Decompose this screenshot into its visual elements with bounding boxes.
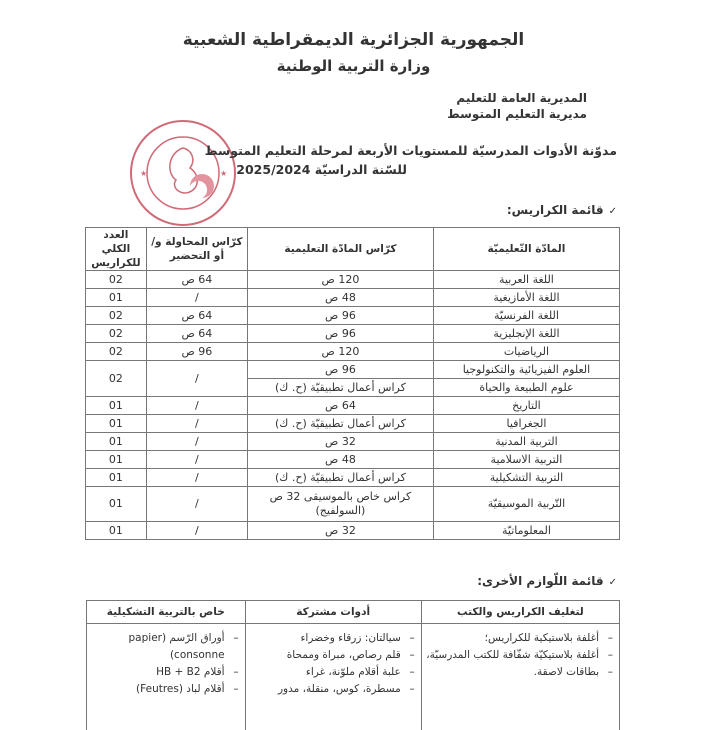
list-item: – أقلام لباد (Feutres) [91, 681, 239, 698]
cell-draft: / [146, 469, 247, 487]
list-item: – أقلام HB + B2 [91, 664, 239, 681]
cell-total: 01 [86, 289, 147, 307]
header-total: العدد الكلي للكراريس [86, 228, 147, 271]
cell-draft: 64 ص [146, 325, 247, 343]
cell-subject: التربية التشكيلية [433, 469, 619, 487]
table-row [86, 433, 620, 451]
header-covers: لتغليف الكراريس والكتب [421, 601, 619, 624]
art-cell [87, 624, 246, 730]
table-row [86, 397, 620, 415]
list-item: – قلم رصاص، مبراة وممحاة [250, 647, 415, 664]
cell-total: 02 [86, 307, 147, 325]
table-header-row [87, 601, 620, 624]
cell-total: 02 [86, 271, 147, 289]
cell-notebook: 96 ص [247, 361, 433, 379]
supplies-section-heading [477, 574, 617, 588]
cell-notebook: 120 ص [247, 271, 433, 289]
list-item: – بطاقات لاصقة. [426, 664, 613, 681]
notebooks-section-heading [507, 203, 617, 217]
cell-notebook: 32 ص [247, 522, 433, 540]
table-row [86, 343, 620, 361]
cell-subject: اللغة الإنجليزية [433, 325, 619, 343]
cell-total: 01 [86, 522, 147, 540]
cell-total: 02 [86, 343, 147, 361]
cell-total: 01 [86, 451, 147, 469]
cell-subject: اللغة الأمازيغية [433, 289, 619, 307]
svg-text:★: ★ [140, 169, 147, 178]
cell-draft: / [146, 522, 247, 540]
cell-total: 01 [86, 469, 147, 487]
cell-total: 02 [86, 325, 147, 343]
official-stamp-icon [128, 118, 238, 228]
cell-total: 01 [86, 397, 147, 415]
table-row [86, 307, 620, 325]
cell-draft: / [146, 397, 247, 415]
list-item: – أغلفة بلاستيكيّة شفّافة للكتب المدرسيّة، [426, 647, 613, 664]
notebooks-section-label: قائمة الكراريس: [507, 203, 604, 217]
cell-notebook: 64 ص [247, 397, 433, 415]
table-row [86, 487, 620, 522]
check-icon: ✓ [609, 577, 617, 588]
covers-list [426, 630, 613, 681]
cell-draft: 96 ص [146, 343, 247, 361]
cell-draft: / [146, 415, 247, 433]
check-icon: ✓ [609, 206, 617, 217]
cell-notebook: 96 ص [247, 307, 433, 325]
cell-notebook: كراس خاص بالموسيقى 32 ص (السولفيج) [247, 487, 433, 522]
ministry-heading: وزارة التربية الوطنية [0, 57, 707, 75]
table-row [87, 624, 620, 730]
header-art: خاص بالتربية التشكيلية [87, 601, 246, 624]
list-item: – أغلفة بلاستيكية للكراريس؛ [426, 630, 613, 647]
table-row [86, 451, 620, 469]
cell-subject: علوم الطبيعة والحياة [433, 379, 619, 397]
table-row [86, 469, 620, 487]
cell-subject: الرياضيات [433, 343, 619, 361]
document-title: مدوّنة الأدوات المدرسيّة للمستويات الأربعة لمرحلة التعليم المتوسط [205, 143, 617, 158]
cell-subject: الجغرافيا [433, 415, 619, 433]
cell-notebook: 120 ص [247, 343, 433, 361]
cell-draft: / [146, 451, 247, 469]
cell-subject: اللغة الفرنسيّة [433, 307, 619, 325]
list-item: – علبة أقلام ملوّنة، غراء [250, 664, 415, 681]
header-shared: أدوات مشتركة [245, 601, 421, 624]
supplies-section-label: قائمة اللّوازم الأخرى: [477, 574, 603, 588]
cell-draft: 64 ص [146, 271, 247, 289]
table-row [86, 415, 620, 433]
covers-cell [421, 624, 619, 730]
cell-subject: التربية المدنية [433, 433, 619, 451]
cell-notebook: 32 ص [247, 433, 433, 451]
cell-total: 01 [86, 487, 147, 522]
cell-subject: العلوم الفيزيائية والتكنولوجيا [433, 361, 619, 379]
cell-subject: اللغة العربية [433, 271, 619, 289]
shared-list [250, 630, 415, 698]
header-draft-notebook: كرّاس المحاولة و/أو التحضير [146, 228, 247, 271]
table-row [86, 361, 620, 379]
list-item: – مسطرة، كوس، منقلة، مدور [250, 681, 415, 698]
cell-subject: المعلوماتيّة [433, 522, 619, 540]
svg-text:★: ★ [220, 169, 227, 178]
cell-notebook: 48 ص [247, 289, 433, 307]
notebooks-table [85, 227, 620, 540]
cell-subject: التّربية الموسيقيّة [433, 487, 619, 522]
cell-draft: / [146, 289, 247, 307]
cell-notebook: 96 ص [247, 325, 433, 343]
cell-notebook: كراس أعمال تطبيقيّة (ح. ك) [247, 415, 433, 433]
shared-cell [245, 624, 421, 730]
cell-notebook: كراس أعمال تطبيقيّة (ح. ك) [247, 469, 433, 487]
directorate-general: المديرية العامة للتعليم [456, 91, 587, 105]
list-item: – أوراق الرّسم (papier consonne) [91, 630, 239, 664]
cell-total: 01 [86, 433, 147, 451]
school-year: للسّنة الدراسيّة 2025/2024 [236, 162, 407, 177]
cell-total: 01 [86, 415, 147, 433]
cell-total: 02 [86, 361, 147, 397]
table-row [86, 325, 620, 343]
list-item: – سيالتان: زرقاء وخضراء [250, 630, 415, 647]
table-row [86, 289, 620, 307]
table-row [86, 522, 620, 540]
cell-notebook: كراس أعمال تطبيقيّة (ح. ك) [247, 379, 433, 397]
table-row [86, 271, 620, 289]
directorate: مديرية التعليم المتوسط [447, 107, 587, 121]
cell-draft: / [146, 487, 247, 522]
cell-draft: 64 ص [146, 307, 247, 325]
cell-subject: التاريخ [433, 397, 619, 415]
art-list [91, 630, 239, 698]
cell-draft: / [146, 433, 247, 451]
table-header-row [86, 228, 620, 271]
header-subject: المادّة التّعليميّة [433, 228, 619, 271]
cell-notebook: 48 ص [247, 451, 433, 469]
republic-heading: الجمهورية الجزائرية الديمقراطية الشعبية [0, 30, 707, 50]
header-subject-notebook: كرّاس المادّة التعليمية [247, 228, 433, 271]
supplies-table [86, 600, 620, 730]
cell-subject: التربية الاسلامية [433, 451, 619, 469]
cell-draft: / [146, 361, 247, 397]
